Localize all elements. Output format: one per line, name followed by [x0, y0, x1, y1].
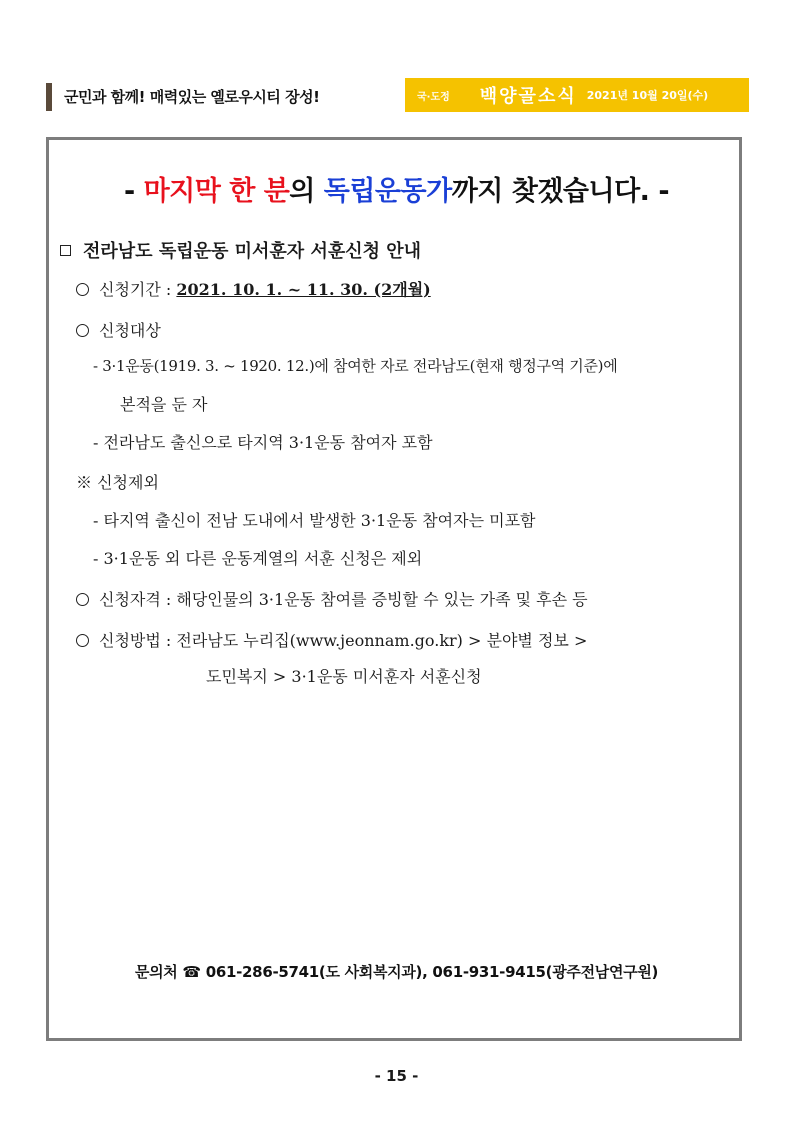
circle-bullet-icon: [76, 593, 89, 606]
contact-info: 문의처 ☎ 061-286-5741(도 사회복지과), 061-931-9415(광주전남연구원): [134, 963, 659, 981]
circle-bullet-icon: [76, 283, 89, 296]
qualification-text: 신청자격 : 해당인물의 3·1운동 참여를 증빙할 수 있는 가족 및 후손 등: [99, 590, 588, 609]
header-accent-bar: [46, 83, 52, 111]
target-item-2: - 전라남도 출신으로 타지역 3·1운동 참여자 포함: [93, 433, 433, 452]
page-number: - 15 -: [374, 1067, 419, 1085]
square-bullet-icon: [60, 245, 71, 256]
section-title: [60, 237, 421, 263]
method-row: [76, 628, 587, 651]
circle-bullet-icon: [76, 634, 89, 647]
headline-prefix: -: [123, 176, 144, 207]
badge-date: 2021년 10월 20일(수): [586, 89, 709, 102]
badge-category: 국·도정: [417, 91, 450, 103]
headline-mid: 의: [289, 176, 324, 207]
section-title-text: 전라남도 독립운동 미서훈자 서훈신청 안내: [83, 241, 422, 262]
period-row: [76, 277, 431, 300]
badge-newsletter-name: 백양골소식: [479, 86, 577, 107]
qualification-row: [76, 587, 588, 610]
method-row-cont: 도민복지 > 3·1운동 미서훈자 서훈신청: [206, 667, 482, 686]
target-item-1-cont: 본적을 둔 자: [120, 395, 208, 414]
method-text: 신청방법 : 전라남도 누리집(www.jeonnam.go.kr) > 분야별 정보 >: [99, 631, 588, 650]
period-value: 2021. 10. 1. ~ 11. 30. (2개월): [176, 280, 431, 299]
headline: [0, 169, 793, 208]
headline-suffix: 까지 찾겠습니다. -: [451, 176, 670, 207]
exclusion-item-1: - 타지역 출신이 전남 도내에서 발생한 3·1운동 참여자는 미포함: [93, 511, 536, 530]
circle-bullet-icon: [76, 324, 89, 337]
target-label: 신청대상: [99, 321, 161, 340]
period-label: 신청기간 :: [99, 280, 177, 299]
headline-blue-text: 독립운동가: [323, 176, 452, 207]
exclusion-label: ※ 신청제외: [76, 473, 159, 492]
header-slogan: 군민과 함께! 매력있는 옐로우시티 장성!: [64, 88, 320, 106]
newsletter-badge: [405, 78, 749, 112]
exclusion-item-2: - 3·1운동 외 다른 운동계열의 서훈 신청은 제외: [93, 549, 423, 568]
target-item-1: - 3·1운동(1919. 3. ~ 1920. 12.)에 참여한 자로 전라남도(현재 행정구역 기준)에: [93, 357, 618, 375]
headline-red-text: 마지막 한 분: [143, 176, 290, 207]
target-row: [76, 318, 161, 341]
